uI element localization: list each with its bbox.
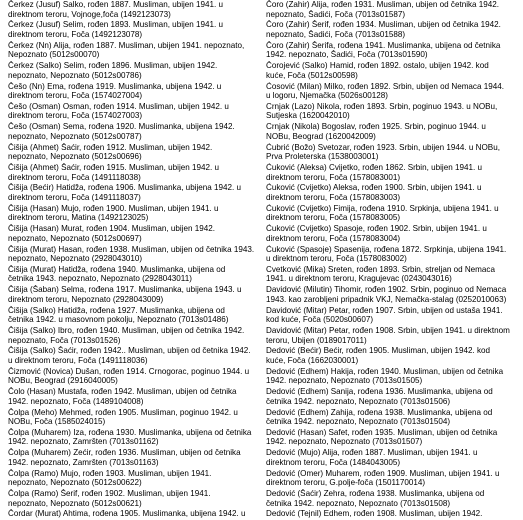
record-line: Čišija (Bećir) Hatidža, rođena 1906. Muslimanka, ubijena 1942. u <box>8 183 242 193</box>
record-entry <box>266 122 523 141</box>
record-line: direktnom teroru, Foča (1574027003) <box>8 111 143 121</box>
record-entry <box>266 489 523 508</box>
record-entry <box>8 82 266 101</box>
record-line: četnika 1942. u masovnom pokolju, Nepoznato (7013s01486) <box>8 315 229 325</box>
record-entry <box>8 306 266 325</box>
record-entry <box>8 428 266 447</box>
record-line: nepoznato, Nepoznato (5012s00696) <box>8 152 142 162</box>
record-line: kod kuće, Foča (5020s00607) <box>266 315 374 325</box>
left-column <box>8 0 266 520</box>
record-entry <box>8 265 266 284</box>
record-entry <box>266 245 523 264</box>
record-line: Ćuković (Cvijetko) Aleksa, rođen 1900. Srbin, ubijen 1941. u <box>266 183 482 193</box>
record-line: 1942. nepoznato, Nepoznato (7013s01505) <box>266 376 423 386</box>
record-entry <box>8 448 266 467</box>
record-line: Ćuković (Spasoje) Spasenija, rođena 1872. Srpkinja, ubijena 1941. <box>266 244 507 254</box>
record-line: Čoro (Zahir) Šerifa, rođena 1941. Muslimanka, ubijena od četnika <box>266 40 501 50</box>
record-line: Prva Proleterska (1538003001) <box>266 152 379 162</box>
record-entry <box>8 20 266 39</box>
record-line: Čišija (Ahmet) Šaćir, rođen 1915. Musliman, ubijen 1942. u <box>8 163 219 172</box>
record-entry <box>8 469 266 488</box>
record-line: u direktnom teroru, Foča (1578083002) <box>266 254 407 264</box>
record-entry <box>8 489 266 508</box>
record-line: nepoznato, Nepoznato (5012s00622) <box>8 478 142 488</box>
record-line: direktnom teroru, Matina (1492123025) <box>8 213 149 223</box>
record-line: Čerkez (Nn) Alija, rođen 1887. Musliman, ubijen 1941. nepoznato, <box>8 40 245 50</box>
record-line: NOBu, Foča (1585024015) <box>8 417 106 427</box>
record-line: Sutjeska (1620042010) <box>266 111 350 121</box>
record-entry <box>8 0 266 19</box>
record-entry <box>266 163 523 182</box>
record-entry <box>266 346 523 365</box>
record-line: Češo (Osman) Osman, rođen 1914. Musliman, ubijen 1942. u <box>8 101 229 111</box>
record-entry <box>8 245 266 264</box>
record-line: Čordar (Murat) Ahtima, rođena 1905. Muslimanka, ubijena 1942. u <box>8 509 246 519</box>
record-line: nepoznato, Nepoznato (5012s00787) <box>8 131 142 141</box>
record-entry <box>266 306 523 325</box>
record-line: Čerkez (Jusuf) Selim, rođen 1893. Musliman, ubijen 1941. u <box>8 20 224 30</box>
record-line: Čolpa (Muharem) Zećir, rođen 1936. Musliman, ubijen od četnika <box>8 448 241 458</box>
record-entry <box>8 143 266 162</box>
record-line: 1942. nepoznato, Zamršten (7013s01162) <box>8 437 159 447</box>
record-line: Čoro (Zahir) Alija, rođen 1931. Musliman, ubijen od četnika 1942. <box>266 0 500 9</box>
record-line: četnika 1942. nepoznato, Nepoznato (7013s01504) <box>266 417 451 427</box>
record-line: Čolpa (Ramo) Mujo, rođen 1903. Musliman, ubijen 1941. <box>8 468 212 478</box>
record-line: četnika 1943. nepoznato, Nepoznato (2928043011) <box>8 274 192 284</box>
record-entry <box>266 143 523 162</box>
record-line: NOBu, Beograd (2916040005) <box>8 376 118 386</box>
record-entry <box>8 183 266 202</box>
record-entry <box>8 102 266 121</box>
record-entry <box>266 285 523 304</box>
record-line: u logoru, Njemačka (5026s00128) <box>266 91 388 101</box>
record-line: Čoro (Zahir) Šerif, rođen 1934. Musliman, ubijen od četnika 1942. <box>266 20 501 30</box>
record-line: NOBu, Beograd (1620042009) <box>266 131 376 141</box>
record-line: Čišija (Salko) Ibro, rođen 1940. Musliman, ubijen od četnika 1942. <box>8 326 245 335</box>
record-line: Češo (Osman) Sema, rođena 1920. Muslimanka, ubijena 1942. <box>8 122 235 132</box>
record-line: Dedović (Edhem) Sanija, rođena 1936. Muslimanka, ubijena od <box>266 387 493 397</box>
record-entry <box>8 61 266 80</box>
record-line: Čišija (Salko) Šaćir, rođen 1942.. Musliman, ubijen od četnika 1942. <box>8 346 251 356</box>
record-line: 1941. u direktnom teroru, Kragujevac (0243043016) <box>266 274 452 284</box>
record-line: 1942. nepoznato, Foča (1489104008) <box>8 396 144 406</box>
record-line: Čišija (Hasan) Mujo, rođen 1900. Musliman, ubijen 1941. u <box>8 203 219 213</box>
record-entry <box>266 224 523 243</box>
record-entry <box>8 346 266 365</box>
record-entry <box>266 102 523 121</box>
record-line: Dedović (Mujo) Alija, rođen 1887. Musliman, ubijen 1941. u <box>266 448 478 458</box>
record-line: Čizmović (Novica) Dušan, rođen 1914. Crnogorac, poginuo 1944. u <box>8 366 250 376</box>
record-entry <box>266 61 523 80</box>
record-entry <box>266 183 523 202</box>
record-line: Čolo (Hasan) Mustafa, rođen 1942. Musliman, ubijen od četnika <box>8 387 237 397</box>
record-line: Crnjak (Nikola) Bogoslav, rođen 1925. Srbin, poginuo 1944. u <box>266 122 486 132</box>
record-entry <box>266 469 523 488</box>
record-line: Crnjak (Lazo) Nikola, rođen 1893. Srbin, poginuo 1943. u NOBu, <box>266 101 498 111</box>
record-line: Dedović (Tejnil) Edhem, rođen 1908. Musliman, ubijen 1942. <box>266 509 483 519</box>
record-line: 1943. kao zarobljeni pripadnik VKJ, Nemačka-stalag (0252010063) <box>266 294 507 304</box>
record-line: nepoznato, Nepoznato (5012s00697) <box>8 233 142 243</box>
record-entry <box>266 326 523 345</box>
record-line: Nepoznato (5012s00070) <box>8 50 100 60</box>
record-line: Čišija (Šaban) Selma, rođena 1917. Muslimanka, ubijena 1943. u <box>8 285 242 295</box>
record-line: nepoznato, Nepoznato (5012s00786) <box>8 70 142 80</box>
record-line: Davidović (Mitar) Petar, rođen 1907. Srbin, ubijen od ustaša 1941. <box>266 305 503 315</box>
record-entry <box>266 0 523 19</box>
record-line: Čolpa (Muharem) Iza, rođena 1930. Muslimanka, ubijena od četnika <box>8 427 252 437</box>
record-entry <box>8 509 266 519</box>
record-entry <box>8 224 266 243</box>
record-entry <box>8 204 266 223</box>
record-line: direktnom teroru, Foča (1492123078) <box>8 29 143 39</box>
record-line: Dedović (Omer) Muharem, rođen 1909. Musliman, ubijen 1941. u <box>266 468 500 478</box>
record-line: Dedović (Edhem) Hakija, rođen 1940. Musliman, ubijen od četnika <box>266 366 504 376</box>
record-entry <box>266 82 523 101</box>
record-entry <box>8 285 266 304</box>
record-line: Davidović (Milutin) Tihomir, rođen 1902. Srbin, poginuo od Nemaca <box>266 285 507 295</box>
record-line: direktnom teroru, Foča (1578083004) <box>266 233 401 243</box>
record-entry <box>8 41 266 60</box>
record-line: direktnom teroru, Nepoznato (2928043009) <box>8 294 164 304</box>
record-line: nepoznato, Nepoznato (5012s00621) <box>8 498 142 508</box>
record-line: 1942. nepoznato, Šadići, Foča (7013s01590) <box>266 50 428 60</box>
record-line: Davidović (Mitar) Petar, rođen 1908. Srbin, ubijen 1941. u direktnom <box>266 326 510 335</box>
record-line: direktnom teroru, Foča (1491118038) <box>8 172 141 182</box>
record-line: Čišija (Murat) Hasan, rođen 1938. Musliman, ubijen od četnika 1943. <box>8 244 255 254</box>
record-line: Dedović (Edhem) Zahija, rođena 1938. Muslimanka, ubijena od <box>266 407 493 417</box>
record-line: Čerkez (Jusuf) Salko, rođen 1887. Musliman, ubijen 1941. u <box>8 0 224 9</box>
record-line: direktnom teroru, G.polje-foča (1501170014) <box>266 478 426 488</box>
record-line: nepoznato, Šadići, Foča (7013s01588) <box>266 29 406 39</box>
record-line: Ćuković (Aleksa) Cvijetko, rođen 1862. Srbin, ubijen 1941. u <box>266 163 482 172</box>
record-line: Čišija (Ahmet) Šaćir, rođen 1912. Musliman, ubijen 1942. <box>8 142 213 152</box>
record-entry <box>266 509 523 519</box>
record-entry <box>8 122 266 141</box>
record-entry <box>266 265 523 284</box>
record-line: kuće, Foča (5012s00598) <box>266 70 358 80</box>
record-line: Čolpa (Ramo) Šerif, rođen 1902. Musliman, ubijen 1941. <box>8 489 211 498</box>
record-line: Ćubrić (Božo) Svetozar, rođen 1923. Srbin, ubijen 1944. u NOBu, <box>266 142 500 152</box>
record-entry <box>266 204 523 223</box>
record-line: direktnom teroru, Foča (1491118037) <box>8 192 141 202</box>
record-entry <box>266 367 523 386</box>
record-line: direktnom teroru, Foča (1578083005) <box>266 213 401 223</box>
record-line: 1942. nepoznato, Nepoznato (7013s01507) <box>266 437 423 447</box>
record-line: Dedović (Šaćir) Zehra, rođena 1938. Muslimanka, ubijena od <box>266 489 485 498</box>
record-line: 1942. nepoznato, Zamršten (7013s01163) <box>8 457 159 467</box>
record-line: Čišija (Murat) Hatidža, rođena 1940. Muslimanka, ubijena od <box>8 264 226 274</box>
record-entry <box>8 367 266 386</box>
record-line: kuće, Foča (1662030001) <box>266 355 359 365</box>
record-line: četnika 1942. nepoznato, Nepoznato (7013s01506) <box>266 396 451 406</box>
record-line: Čišija (Hasan) Murat, rođen 1904. Musliman, ubijen 1942. <box>8 224 215 234</box>
record-line: Čerkez (Salko) Selim, rođen 1896. Musliman, ubijen 1942. <box>8 61 218 71</box>
record-line: direktnom teroru, Foča (1484043005) <box>266 457 401 467</box>
record-line: četnika 1942. nepoznato, Nepoznato (7013s01508) <box>266 498 451 508</box>
record-line: Dedović (Bećir) Bećir, rođen 1905. Musliman, ubijen 1942. kod <box>266 346 491 356</box>
record-entry <box>8 408 266 427</box>
record-line: direktnom teroru, Foča (1574027004) <box>8 91 143 101</box>
record-entry <box>266 428 523 447</box>
record-line: Ćuković (Cvijetko) Fimija, rođena 1910. Srpkinja, ubijena 1941. u <box>266 203 499 213</box>
record-entry <box>8 163 266 182</box>
record-line: nepoznato, Šadići, Foča (7013s01587) <box>266 9 406 19</box>
record-entry <box>266 41 523 60</box>
record-line: Čolpa (Meho) Mehmed, rođen 1905. Musliman, poginuo 1942. u <box>8 407 238 417</box>
record-line: direktnom teroru, Foča (1578083003) <box>266 192 401 202</box>
record-entry <box>266 20 523 39</box>
record-line: Ćuković (Cvijetko) Spasoje, rođen 1902. Srbin, ubijen 1941. u <box>266 224 487 234</box>
right-column <box>266 0 523 520</box>
record-line: Cvetković (Mika) Sreten, rođen 1893. Srbin, streljan od Nemaca <box>266 264 495 274</box>
record-entry <box>266 408 523 427</box>
record-line: Dedović (Hasan) Safet, rođen 1935. Musliman, ubijen od četnika <box>266 427 498 437</box>
record-line: Ćosović (Milan) Milko, rođen 1892. Srbin, ubijen od Nemaca 1944. <box>266 81 504 91</box>
record-line: direktnom teroru, Vojnoge,foča (1492123073) <box>8 9 171 19</box>
record-line: Čišija (Salko) Hatidža, rođena 1927. Muslimanka, ubijena od <box>8 305 225 315</box>
record-entry <box>266 387 523 406</box>
record-entry <box>8 387 266 406</box>
record-line: direktnom teroru, Foča (1578083001) <box>266 172 401 182</box>
record-line: u direktnom teroru, Foča (1491118036) <box>8 355 148 365</box>
record-entry <box>8 326 266 345</box>
record-line: teroru, Ubijen (0189017011) <box>266 335 367 345</box>
record-line: nepoznato, Foča (7013s01526) <box>8 335 121 345</box>
record-line: Češo (Nn) Ema, rođena 1919. Muslimanka, ubijena 1942. u <box>8 81 222 91</box>
record-entry <box>266 448 523 467</box>
record-line: Čorojević (Salko) Hamid, rođen 1892. ostalo, ubijen 1942. kod <box>266 61 489 71</box>
record-line: nepoznato, Nepoznato (2928043010) <box>8 254 143 264</box>
